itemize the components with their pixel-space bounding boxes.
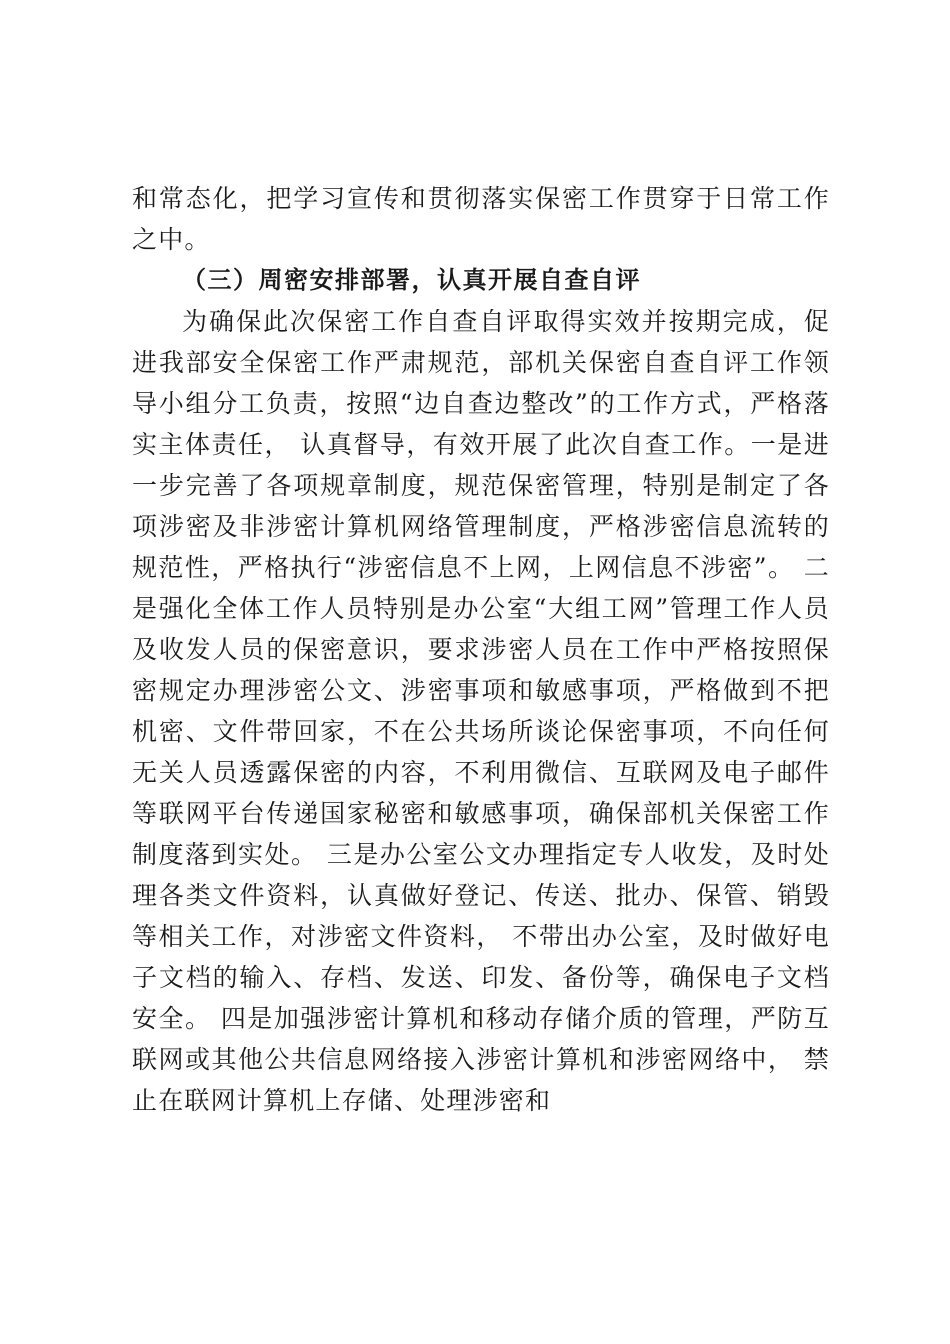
section-heading: （三）周密安排部署，认真开展自查自评 — [182, 266, 641, 294]
continuation-paragraph: 和常态化，把学习宣传和贯彻落实保密工作贯穿于日常工作之中。 — [132, 184, 830, 254]
document-body — [132, 178, 830, 1121]
body-paragraph: 为确保此次保密工作自查自评取得实效并按期完成，促进我部安全保密工作严肃规范，部机关保密自查自评工作领导小组分工负责，按照“边自查边整改”的工作方式，严格落实主体责任， 认真督导，有效开展了此次自查工作。一是进一步完善了各项规章制度，规范保密管理，特别是制定了各项涉密及非涉密计算机网络管理制度，严格涉密信息流转的规范性，严格执行“涉密信息不上网，上网信息不涉密”。 二是强化全体工作人员特别是办公室“大组工网”管理工作人员及收发人员的保密意识，要求涉密人员在工作中严格按照保密规定办理涉密公文、涉密事项和敏感事项，严格做到不把机密、文件带回家，不在公共场所谈论保密事项，不向任何无关人员透露保密的内容，不利用微信、互联网及电子邮件等联网平台传递国家秘密和敏感事项，确保部机关保密工作制度落到实处。 三是办公室公文办理指定专人收发，及时处理各类文件资料，认真做好登记、传送、批办、保管、销毁等相关工作，对涉密文件资料， 不带出办公室，及时做好电子文档的输入、存档、发送、印发、备份等，确保电子文档安全。 四是加强涉密计算机和移动存储介质的管理，严防互联网或其他公共信息网络接入涉密计算机和涉密网络中， 禁止在联网计算机上存储、处理涉密和 — [132, 307, 830, 1115]
